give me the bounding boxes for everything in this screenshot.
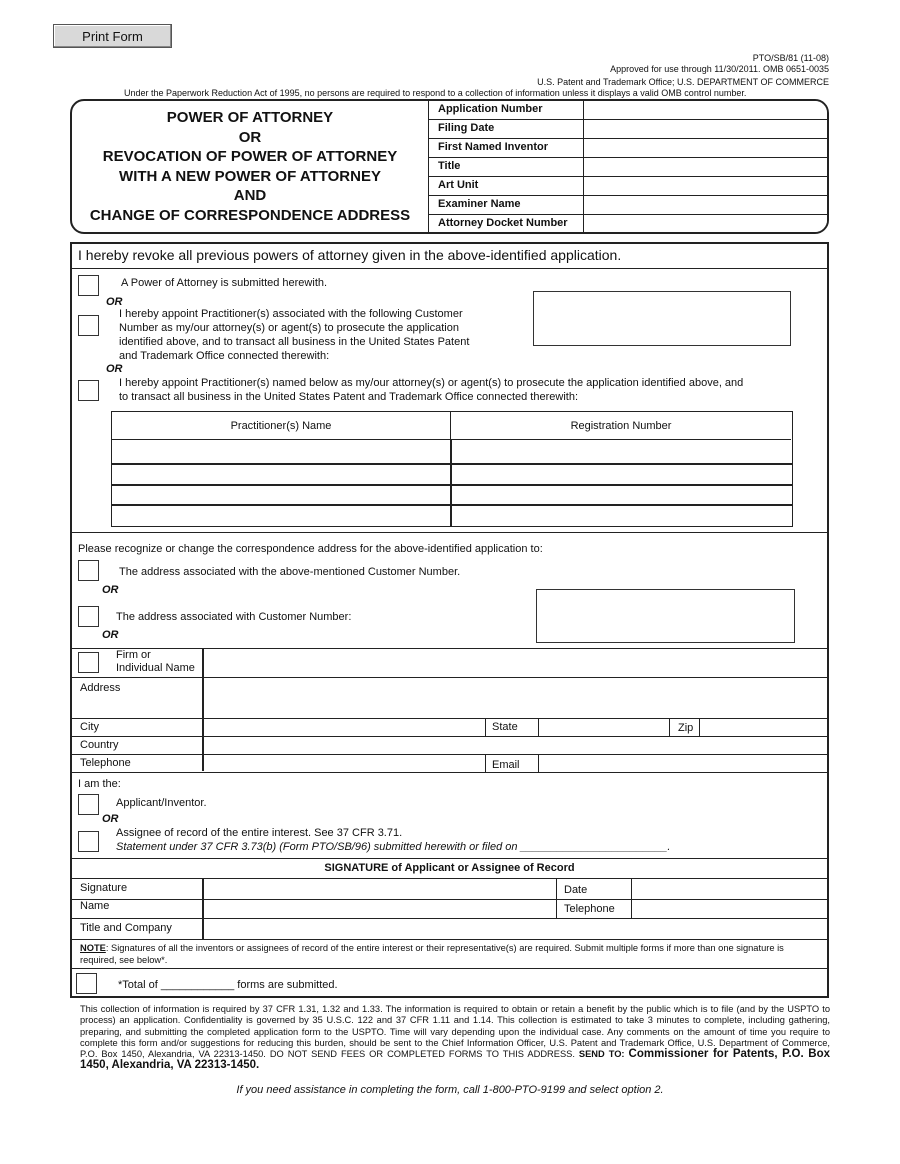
practitioner-name-field-4[interactable] [114, 506, 448, 524]
title-line: AND [233, 187, 267, 204]
approval-text: Approved for use through 11/30/2011. OMB 0651-0035 [610, 64, 829, 74]
note-label: NOTE [80, 943, 106, 953]
office-text: U.S. Patent and Trademark Office; U.S. DEPARTMENT OF COMMERCE [537, 77, 829, 87]
zip-field[interactable] [701, 720, 827, 735]
name-field[interactable] [205, 901, 555, 917]
divider [72, 772, 827, 773]
art-unit-field[interactable] [584, 177, 829, 195]
application-id-table [429, 101, 829, 234]
text-line: identified above, and to transact all business in the United States Patent [119, 336, 470, 348]
corr-firm-checkbox[interactable] [78, 652, 99, 673]
application-number-label: Application Number [429, 101, 584, 119]
filing-date-field[interactable] [584, 120, 829, 138]
total-forms-field[interactable]: ____________ [160, 979, 235, 991]
examiner-name-field[interactable] [584, 196, 829, 214]
total-forms-checkbox[interactable] [76, 973, 97, 994]
assignee-statement: Statement under 37 CFR 3.73(b) (Form PTO/SB/96) submitted herewith or filed on ________________________. [116, 841, 671, 853]
divider [72, 899, 827, 900]
col-divider [485, 718, 486, 736]
registration-number-field-4[interactable] [454, 506, 788, 524]
title-field[interactable] [584, 158, 829, 176]
corr-other-customer-text: The address associated with Customer Number: [116, 611, 352, 623]
telephone-label: Telephone [80, 757, 131, 769]
text-line: to transact all business in the United States Patent and Trademark Office connected therewith: [119, 391, 578, 403]
practitioner-name-header: Practitioner(s) Name [112, 412, 451, 440]
title-line: OR [238, 128, 262, 146]
poa-customer-number-checkbox[interactable] [78, 315, 99, 336]
title-line: CHANGE OF CORRESPONDENCE ADDRESS [89, 206, 411, 224]
or-label: OR [102, 813, 119, 825]
country-label: Country [80, 739, 119, 751]
text-line: I hereby appoint Practitioner(s) named below as my/our attorney(s) or agent(s) to prosecute the application identified above, and [119, 377, 744, 389]
divider [72, 878, 827, 879]
send-to-address: Commissioner for Patents, P.O. Box 1450, Alexandria, VA 22313-1450. [80, 1048, 830, 1072]
poa-submitted-text: A Power of Attorney is submitted herewith. [121, 277, 328, 289]
city-label: City [80, 721, 99, 733]
total-forms-text [118, 978, 338, 992]
date-field[interactable] [633, 880, 827, 898]
email-field[interactable] [540, 756, 827, 771]
form-id: PTO/SB/81 (11-08) [752, 53, 829, 63]
help-text: If you need assistance in completing the form, call 1-800-PTO-9199 and select option 2. [236, 1084, 664, 1096]
application-number-field[interactable] [584, 101, 829, 119]
or-label: OR [106, 363, 123, 375]
title-company-label: Title and Company [80, 922, 172, 934]
divider [72, 736, 827, 737]
note-text [80, 942, 820, 966]
poa-named-practitioners-checkbox[interactable] [78, 380, 99, 401]
firm-name-field[interactable] [205, 650, 827, 676]
divider [72, 968, 827, 969]
or-label: OR [102, 629, 119, 641]
name-label: Name [80, 900, 110, 912]
title-line: POWER OF ATTORNEY [166, 109, 334, 126]
country-field[interactable] [205, 738, 827, 753]
total-post: forms are submitted. [237, 979, 338, 991]
or-label: OR [102, 584, 119, 596]
assignee-text: Assignee of record of the entire interest. See 37 CFR 3.71. [116, 827, 403, 839]
practitioner-table [111, 411, 793, 527]
correspondence-intro: Please recognize or change the correspondence address for the above-identified application to: [78, 543, 543, 555]
assignee-checkbox[interactable] [78, 831, 99, 852]
sig-telephone-label: Telephone [564, 903, 615, 915]
divider [72, 918, 827, 919]
burden-text: This collection of information is required by 37 CFR 1.31, 1.32 and 1.33. The information is required to obtain or retain a benefit by the public which is to file (and by the USPTO to process) an application. Confidentiality is governed by 35 U.S.C. 122 and 37 CFR 1.11 and 1.14. This collection is estimated to take 3 minutes to complete, including gathering, preparing, and submitting the completed application form to the USPTO. Time will vary depending upon the individual case. Any comments on the amount of time you require to complete this form and/or suggestions for reducing this burden, should be sent to the Chief Information Officer, U.S. Patent and Trademark Office, U.S. Department of Commerce, P.O. Box 1450, Alexandria, VA 22313-1450. DO NOT SEND FEES OR COMPLETED FORMS TO THIS ADDRESS. [80, 1004, 830, 1060]
divider [72, 268, 827, 269]
i-am-the-label: I am the: [78, 778, 121, 790]
address-label: Address [80, 682, 121, 694]
registration-number-field-2[interactable] [454, 465, 788, 483]
title-company-field[interactable] [205, 920, 827, 938]
practitioner-name-field-2[interactable] [114, 465, 448, 483]
print-form-button[interactable]: Print Form [53, 24, 172, 48]
poa-submitted-checkbox[interactable] [78, 275, 99, 296]
divider [72, 718, 827, 719]
art-unit-label: Art Unit [429, 177, 584, 195]
col-divider [450, 440, 452, 526]
email-label: Email [492, 759, 520, 771]
col-divider [202, 648, 204, 771]
poa-customer-number-field[interactable] [533, 291, 791, 346]
text-line: I hereby appoint Practitioner(s) associated with the following Customer [119, 308, 463, 320]
applicant-inventor-checkbox[interactable] [78, 794, 99, 815]
practitioner-name-field-1[interactable] [114, 442, 448, 462]
note-body: : Signatures of all the inventors or assignees of record of the entire interest or their representative(s) are required. Submit multiple forms if more than one signature is required, see below*. [80, 943, 784, 965]
text-line: and Trademark Office connected therewith: [119, 350, 330, 362]
col-divider [631, 878, 632, 918]
col-divider [699, 718, 700, 736]
col-divider [538, 754, 539, 772]
examiner-name-label: Examiner Name [429, 196, 584, 214]
state-label: State [492, 721, 518, 733]
col-divider [556, 878, 557, 918]
revoke-statement: I hereby revoke all previous powers of attorney given in the above-identified application. [78, 247, 622, 263]
poa-customer-number-text [119, 307, 469, 363]
divider [72, 754, 827, 755]
firm-label [116, 649, 195, 675]
form-title [72, 101, 429, 232]
applicant-inventor-text: Applicant/Inventor. [116, 797, 207, 809]
first-inventor-label: First Named Inventor [429, 139, 584, 157]
divider [72, 677, 827, 678]
title-line: WITH A NEW POWER OF ATTORNEY [119, 167, 381, 185]
first-inventor-field[interactable] [584, 139, 829, 157]
col-divider [202, 878, 204, 939]
divider [72, 532, 827, 533]
text-line: Firm or [116, 649, 151, 661]
title-label: Title [429, 158, 584, 176]
registration-number-field-3[interactable] [454, 486, 788, 503]
col-divider [485, 754, 486, 772]
state-field[interactable] [540, 720, 668, 735]
send-to-label: SEND TO: [578, 1049, 625, 1060]
docket-number-field[interactable] [584, 215, 829, 234]
col-divider [669, 718, 670, 736]
col-divider [538, 718, 539, 736]
zip-label: Zip [678, 722, 694, 734]
signature-field[interactable] [205, 880, 555, 898]
title-line: REVOCATION OF POWER OF ATTORNEY [102, 148, 398, 165]
total-pre: *Total of [118, 979, 158, 991]
divider [72, 858, 827, 859]
registration-number-header: Registration Number [451, 412, 791, 440]
corr-customer-number-field[interactable] [536, 589, 795, 643]
docket-number-label: Attorney Docket Number [429, 215, 584, 234]
signature-heading: SIGNATURE of Applicant or Assignee of Record [324, 862, 575, 874]
main-form-box [70, 242, 829, 998]
sig-telephone-field[interactable] [633, 901, 827, 917]
telephone-field[interactable] [205, 756, 485, 771]
filing-date-label: Filing Date [429, 120, 584, 138]
city-field[interactable] [205, 720, 485, 735]
practitioner-name-field-3[interactable] [114, 486, 448, 503]
paperwork-notice: Under the Paperwork Reduction Act of 1995, no persons are required to respond to a collection of information unless it displays a valid OMB control number. [124, 88, 747, 98]
divider [72, 939, 827, 940]
text-line: Number as my/our attorney(s) or agent(s) to prosecute the application [119, 322, 459, 334]
burden-statement [80, 1004, 830, 1072]
corr-other-customer-checkbox[interactable] [78, 606, 99, 627]
or-label: OR [106, 296, 123, 308]
address-field[interactable] [205, 679, 827, 717]
signature-label: Signature [80, 882, 128, 894]
text-line: Individual Name [116, 662, 195, 674]
corr-customer-number-checkbox[interactable] [78, 560, 99, 581]
form-header-box [70, 99, 829, 234]
registration-number-field-1[interactable] [454, 442, 788, 462]
poa-named-practitioners-text [119, 376, 743, 404]
date-label: Date [564, 884, 588, 896]
corr-customer-number-text: The address associated with the above-mentioned Customer Number. [119, 566, 461, 578]
